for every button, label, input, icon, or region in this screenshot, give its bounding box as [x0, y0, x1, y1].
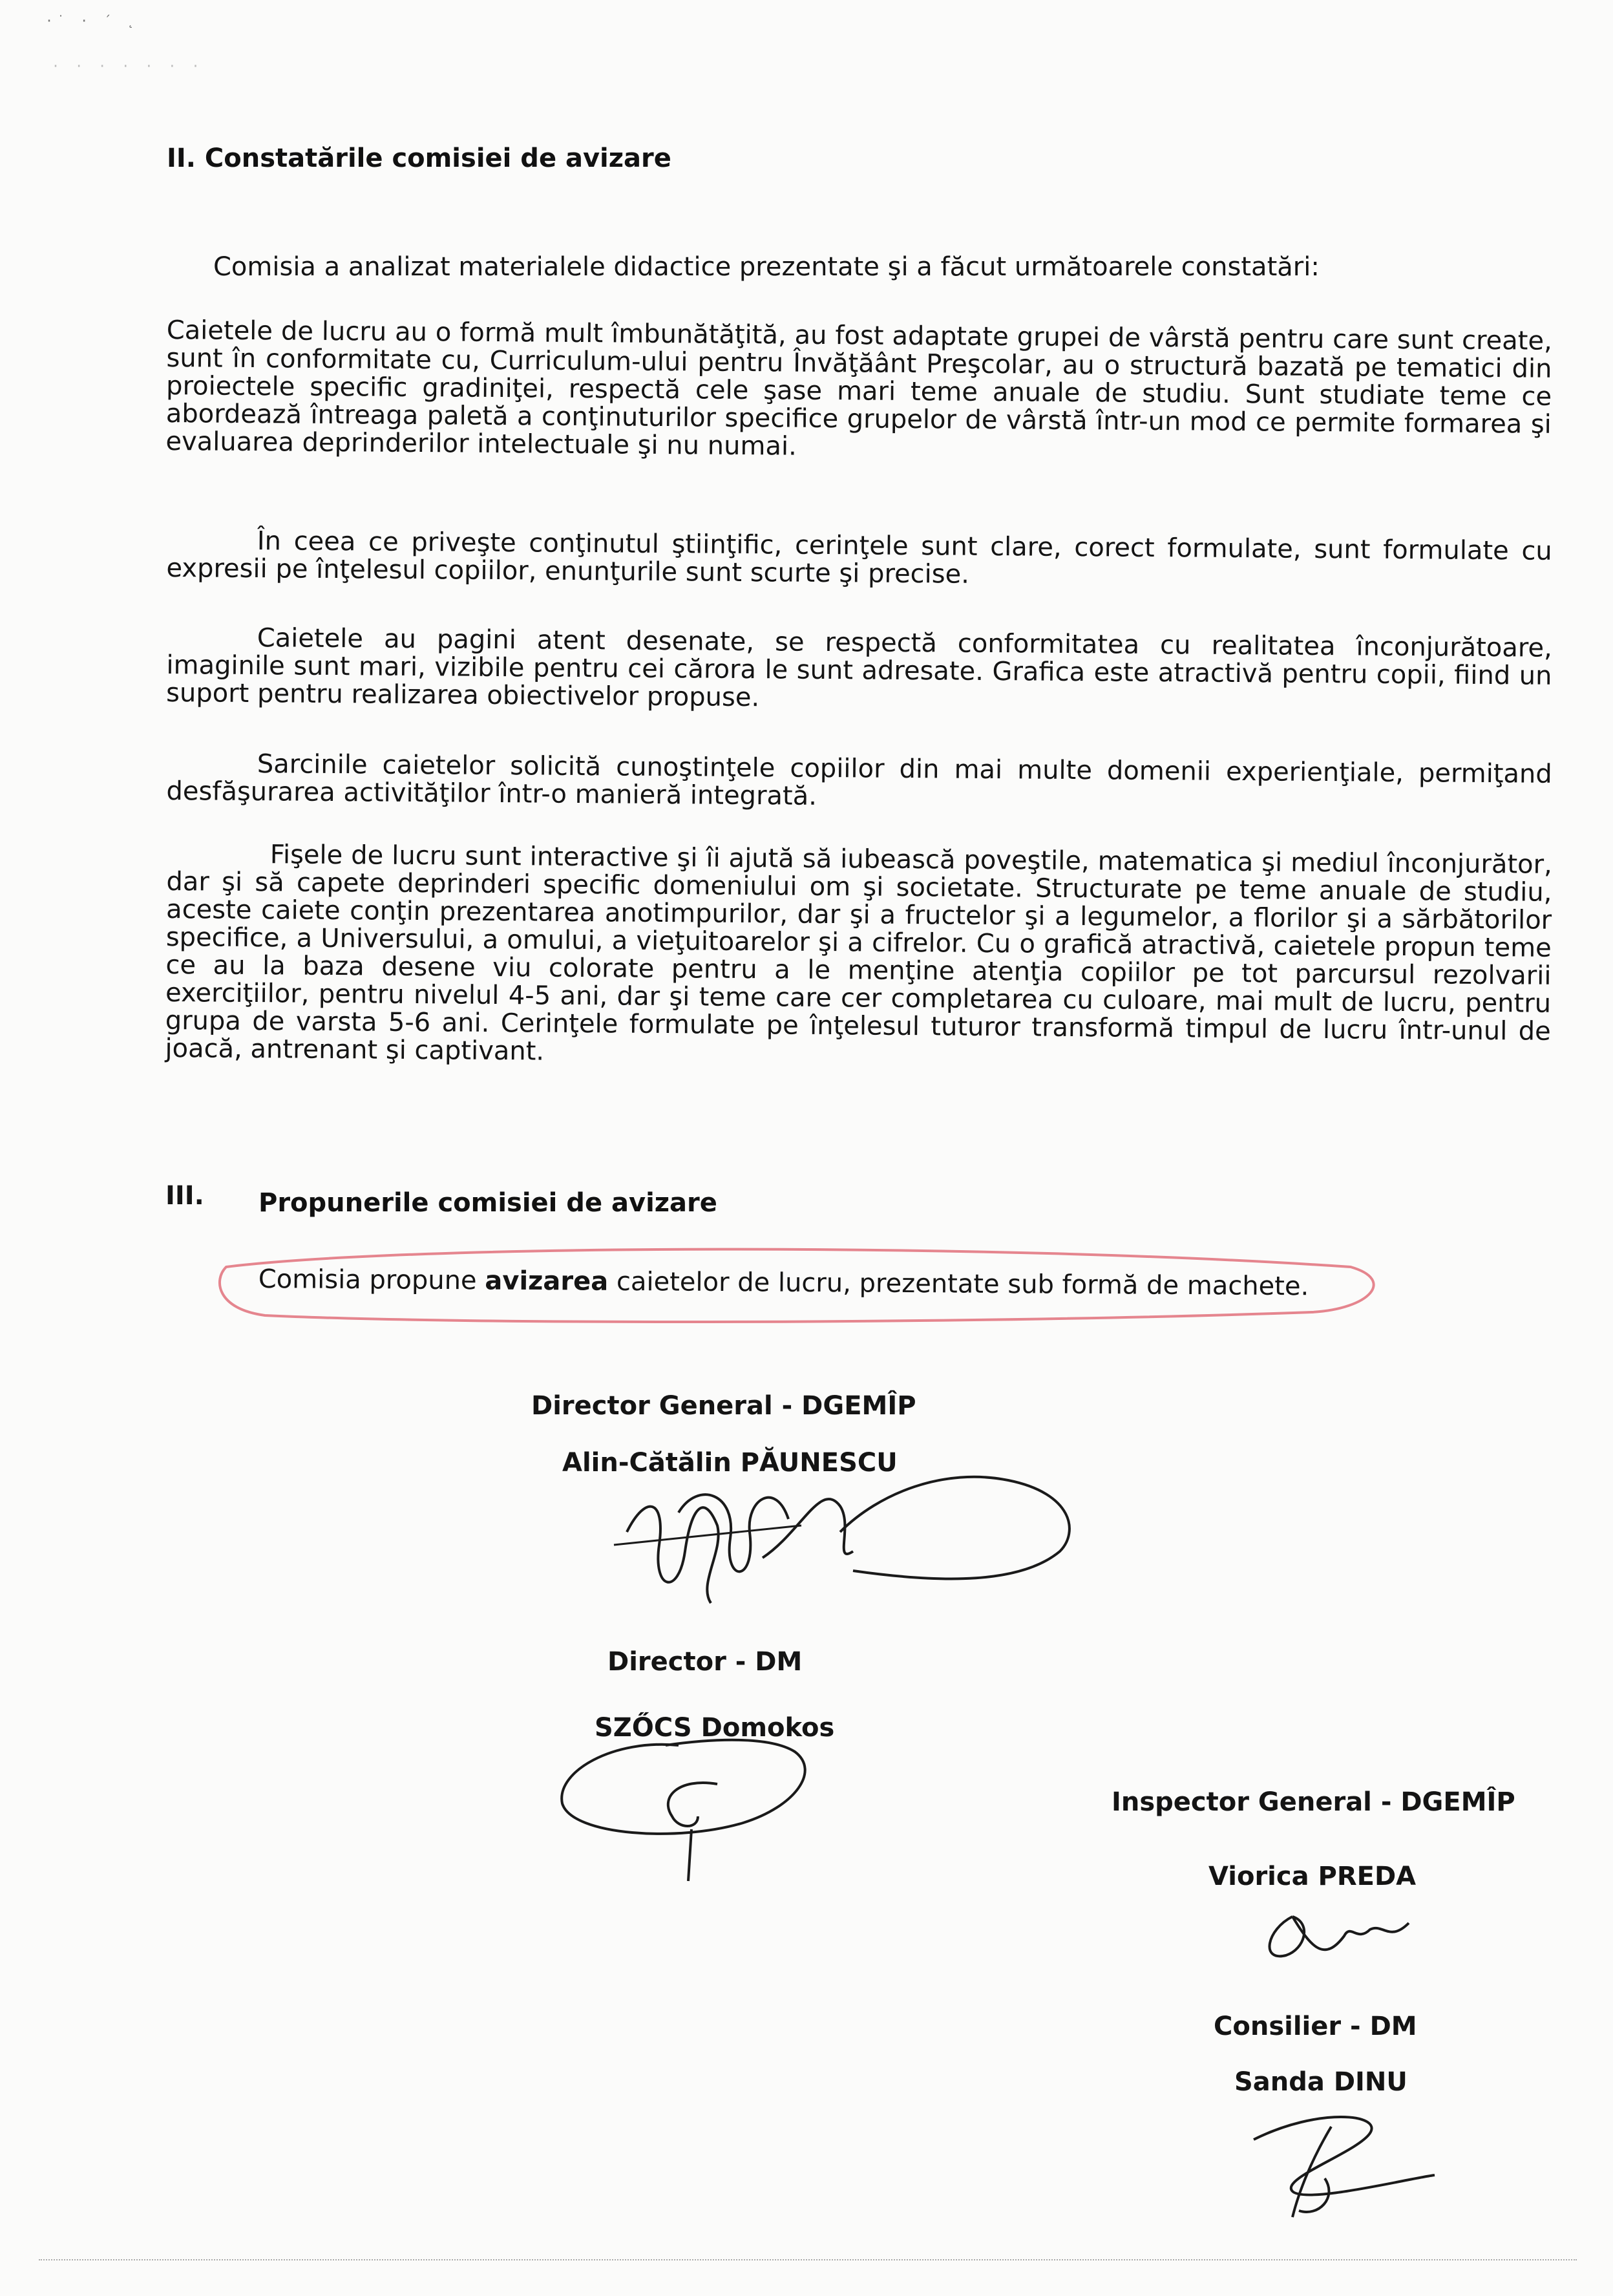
consilier-dm-signature — [1241, 2101, 1448, 2224]
director-dm-name: SZŐCS Domokos — [595, 1713, 835, 1743]
scan-noise: ·˙ · ´ ˛ — [45, 13, 139, 28]
paragraph-2: În ceea ce priveşte conţinutul ştiinţific, cerinţele sunt clare, corect formulate, sunt formulate cu expresii pe înţelesul copiilor, enunţurile sunt scurte şi precise. — [166, 526, 1552, 590]
intro-sentence: Comisia a analizat materialele didactice prezentate şi a făcut următoarele constatări: — [213, 252, 1320, 282]
paragraph-4: Sarcinile caietelor solicită cunoştinţele copiilor din mai multe domenii experienţiale, permiţand desfăşurarea activităţilor într-o manieră integrată. — [166, 749, 1552, 811]
inspector-general-name: Viorica PREDA — [1208, 1862, 1417, 1891]
proposal-text-bold: avizarea — [485, 1266, 609, 1297]
director-dm-signature — [549, 1732, 834, 1887]
consilier-dm-name: Sanda DINU — [1234, 2067, 1407, 2097]
proposal-text-start: Comisia propune — [258, 1264, 485, 1296]
paragraph-3: Caietele au pagini atent desenate, se respectă conformitatea cu realitatea înconjurătoare, imaginile sunt mari, vizibile pentru cei cărora le sunt adresate. Grafica este atractivă pentru copii, fiind un suport pentru realizarea obiectivelor propuse. — [165, 623, 1552, 713]
section-3-number: III. — [165, 1181, 204, 1211]
scan-edge-line — [39, 2259, 1577, 2260]
consilier-dm-title: Consilier - DM — [1214, 2012, 1417, 2041]
inspector-general-title: Inspector General - DGEMÎP — [1112, 1787, 1515, 1817]
scan-noise: · · · · · · · — [52, 58, 204, 74]
proposal-text-end: caietelor de lucru, prezentate sub formă de machete. — [608, 1266, 1309, 1302]
inspector-general-signature — [1254, 1897, 1422, 1975]
director-general-signature — [607, 1454, 1086, 1616]
paragraph-1: Caietele de lucru au o formă mult îmbunătăţită, au fost adaptate grupei de vârstă pentru care sunt create, sunt în conformitate cu, Curriculum-ului pentru Învăţăânt Preşcolar, au o structură bazată pe tematici din proiectele specific gradiniţei, respectă cele şase mari teme anuale de studiu. Sunt studiate teme ce abordează întreaga paletă a conţinuturilor specifice grupelor de vârstă într-un mod ce permite formarea şi evaluarea deprinderilor intelectuale şi nu numai. — [165, 315, 1552, 462]
section-2-heading: II. Constatările comisiei de avizare — [167, 144, 671, 173]
director-general-title: Director General - DGEMÎP — [531, 1391, 916, 1421]
director-dm-title: Director - DM — [607, 1647, 803, 1677]
director-general-name: Alin-Cătălin PĂUNESCU — [562, 1448, 898, 1478]
section-3-heading: Propunerile comisiei de avizare — [258, 1188, 717, 1218]
paragraph-5: Fişele de lucru sunt interactive şi îi ajută să iubească poveştile, matematica şi mediul înconjurător, dar şi să capete deprinderi specific domeniului om şi societate. Structurate pe teme anuale de studiu, aceste caiete conţin prezentarea anotimpurilor, dar şi a fructelor şi a legumelor, a florilor şi a sărbătorilor specifice, a Universului, a omului, a vieţuitoarelor şi a cifrelor. Cu o grafică atractivă, caietele propun teme ce au la baza desene viu colorate pentru a le menţine atenţia copiilor pe tot parcursul rezolvarii exerciţiilor, pentru nivelul 4-5 ani, dar şi teme care cer completarea cu culoare, mai mult de lucru, pentru grupa de varsta 5-6 ani. Cerinţele formulate pe înţelesul tuturor transformă timpul de lucru într-unul de joacă, antrenant şi captivant. — [165, 840, 1552, 1067]
